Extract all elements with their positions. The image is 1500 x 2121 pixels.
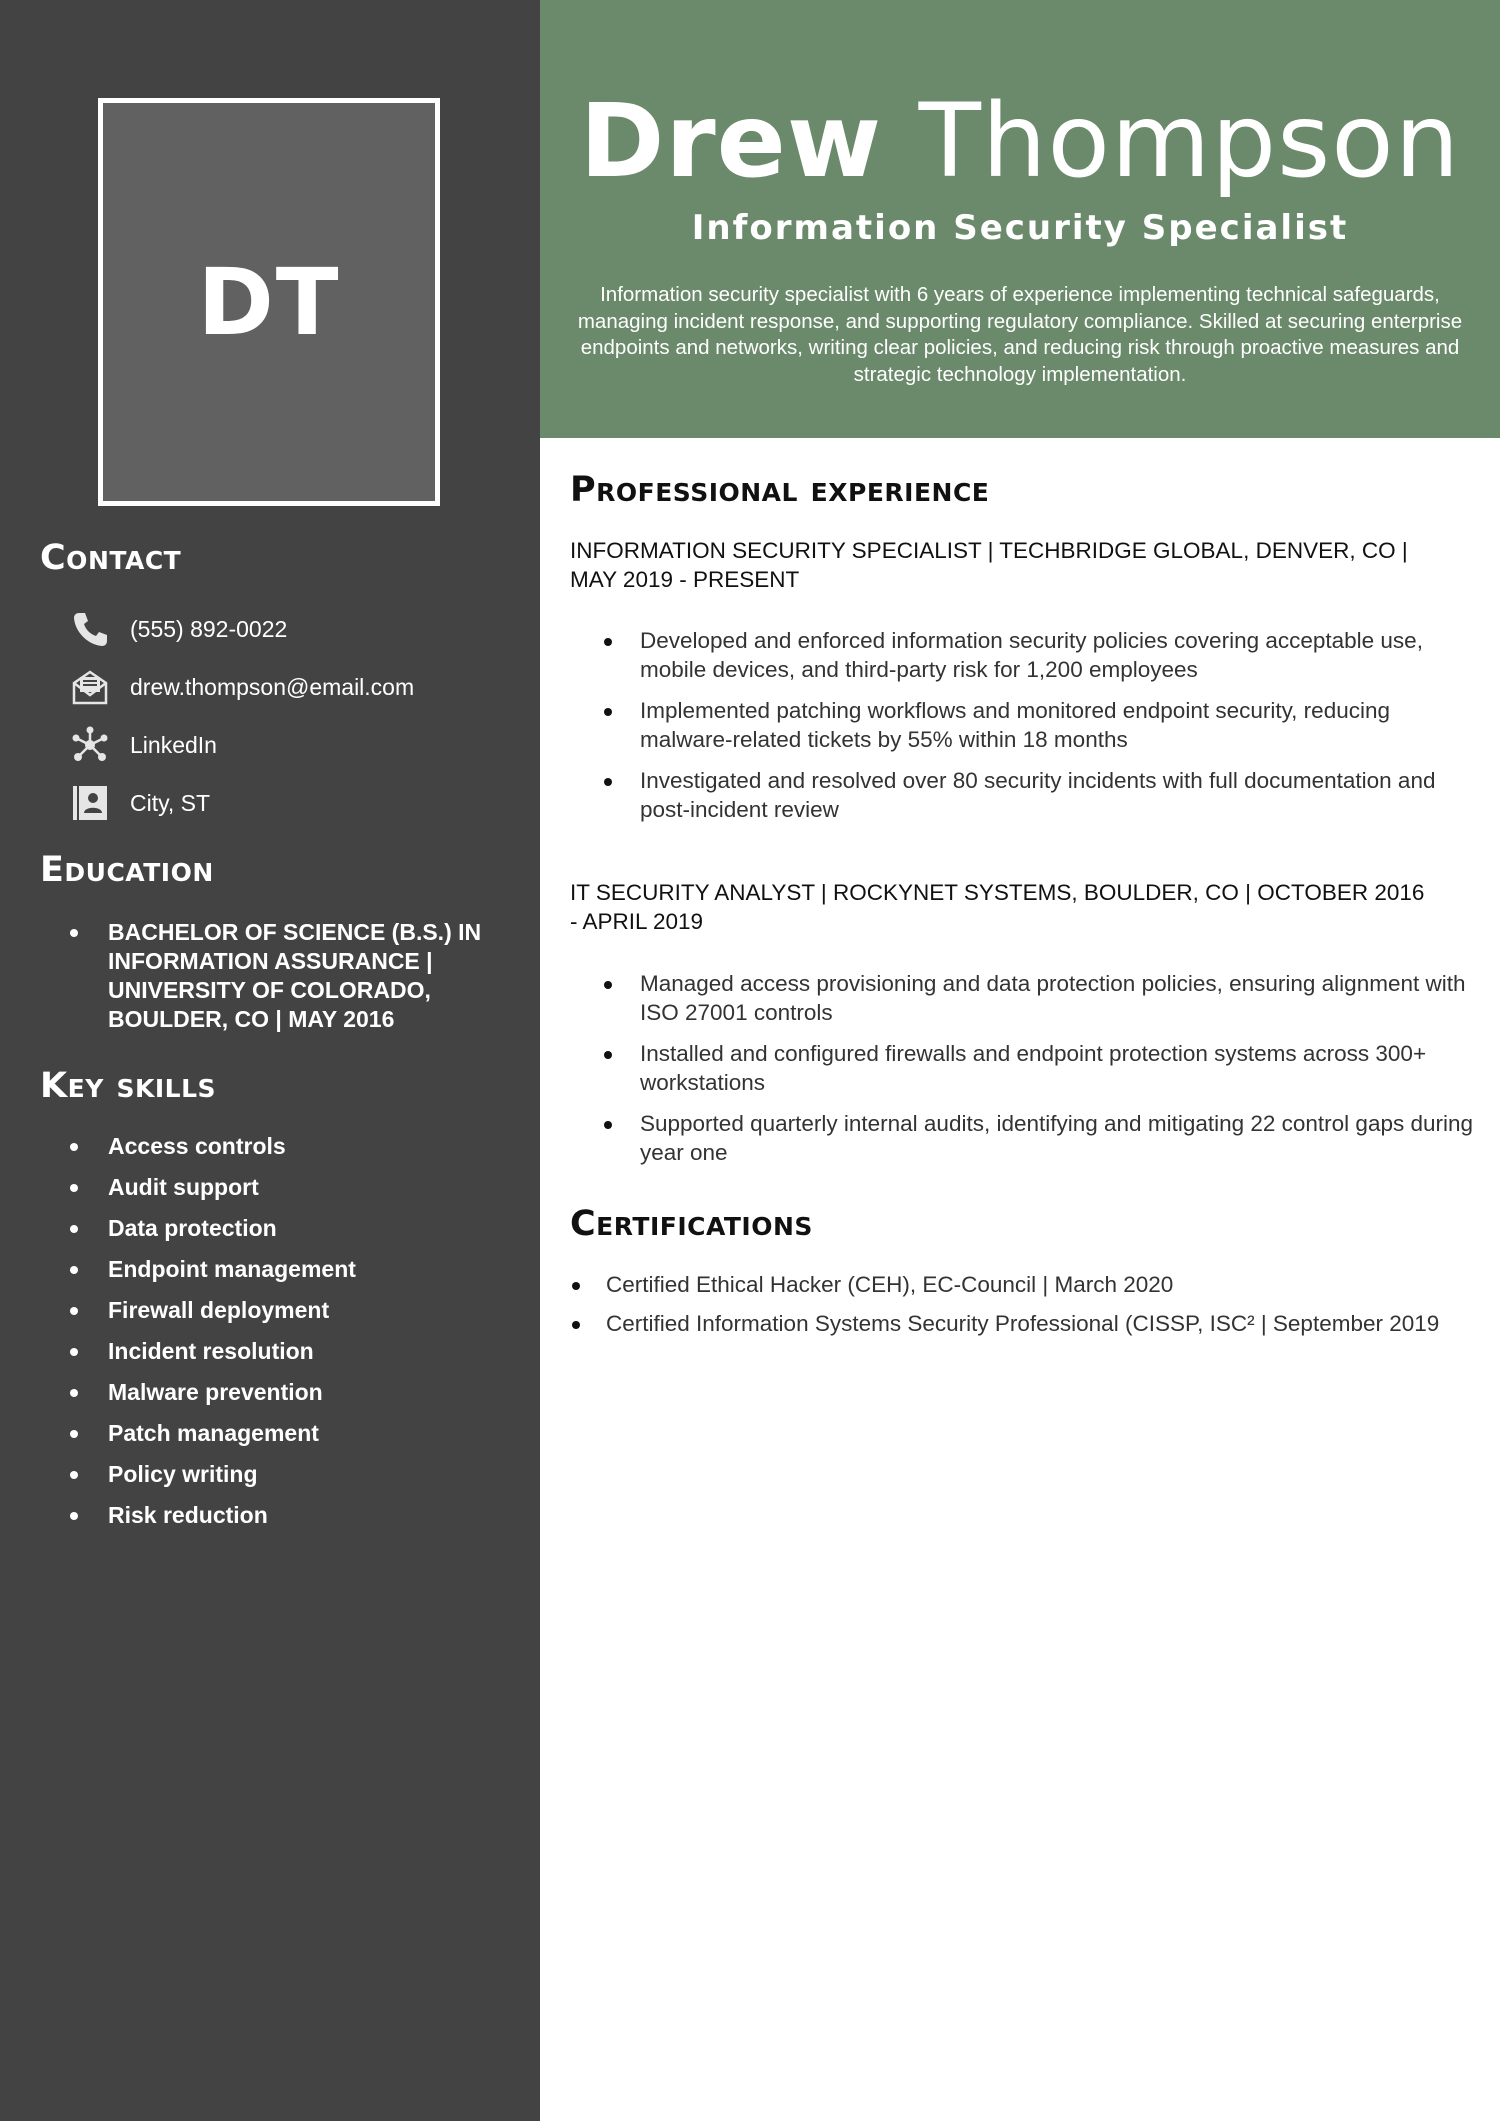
- address-card-icon: [68, 781, 112, 825]
- last-name: Thompson: [918, 82, 1461, 201]
- job-bullet: Investigated and resolved over 80 security incidents with full documentation and post-incident review: [640, 766, 1480, 824]
- certifications-list: [606, 1270, 1466, 1348]
- phone-icon: [68, 607, 112, 651]
- header-banner: [540, 0, 1500, 438]
- monogram-initials: DT: [197, 248, 341, 356]
- summary: Information security specialist with 6 years of experience implementing technical safeguards, managing incident response, and supporting regulatory compliance. Skilled at securing enterprise endpoints and networks, writing clear policies, and reducing risk through proactive measures and strategic technology implementation.: [577, 283, 1463, 386]
- skill-item: Endpoint management: [68, 1255, 508, 1284]
- skill-item: Data protection: [68, 1214, 508, 1243]
- education-list: [68, 918, 508, 1034]
- skill-item: Risk reduction: [68, 1501, 508, 1530]
- skill-item: Access controls: [68, 1132, 508, 1161]
- contact-location-text: City, ST: [130, 789, 211, 816]
- job-bullet: Managed access provisioning and data protection policies, ensuring alignment with ISO 27001 controls: [640, 969, 1480, 1027]
- contact-heading: Contact: [40, 538, 182, 578]
- skill-item: Patch management: [68, 1419, 508, 1448]
- sidebar: [0, 0, 540, 2121]
- certification-item: Certified Ethical Hacker (CEH), EC-Council | March 2020: [606, 1270, 1466, 1299]
- first-name: Drew: [579, 82, 883, 201]
- job-bullet: Supported quarterly internal audits, identifying and mitigating 22 control gaps during year one: [640, 1109, 1480, 1167]
- contact-linkedin-text: LinkedIn: [130, 731, 217, 758]
- contact-email-text: drew.thompson@email.com: [130, 673, 415, 700]
- contact-linkedin[interactable]: [68, 716, 528, 774]
- job-bullet: Implemented patching workflows and monitored endpoint security, reducing malware-related tickets by 55% within 18 months: [640, 696, 1480, 754]
- contact-email[interactable]: [68, 658, 528, 716]
- certifications-heading: Certifications: [570, 1204, 813, 1244]
- job-title-headline: Information Security Specialist: [691, 208, 1349, 248]
- skills-list: [68, 1132, 508, 1542]
- job-bullets: [640, 969, 1480, 1179]
- contact-phone[interactable]: [68, 600, 528, 658]
- contact-list: [68, 600, 528, 832]
- certification-item: Certified Information Systems Security Professional (CISSP, ISC² | September 2019: [606, 1309, 1466, 1338]
- skill-item: Firewall deployment: [68, 1296, 508, 1325]
- contact-location: [68, 774, 528, 832]
- monogram-box: [98, 98, 440, 506]
- job-bullets: [640, 626, 1480, 836]
- skill-item: Incident resolution: [68, 1337, 508, 1366]
- skill-item: Audit support: [68, 1173, 508, 1202]
- job-bullet: Developed and enforced information security policies covering acceptable use, mobile devices, and third-party risk for 1,200 employees: [640, 626, 1480, 684]
- skills-heading: Key skills: [40, 1066, 217, 1106]
- experience-heading: Professional experience: [570, 470, 990, 510]
- network-icon: [68, 723, 112, 767]
- job-title: IT SECURITY ANALYST | ROCKYNET SYSTEMS, BOULDER, CO | OCTOBER 2016 - APRIL 2019: [570, 880, 1425, 934]
- skill-item: Malware prevention: [68, 1378, 508, 1407]
- skill-item: Policy writing: [68, 1460, 508, 1489]
- job-title: INFORMATION SECURITY SPECIALIST | TECHBRIDGE GLOBAL, DENVER, CO | MAY 2019 - PRESENT: [570, 538, 1408, 592]
- email-icon: [68, 665, 112, 709]
- education-heading: Education: [40, 850, 214, 890]
- education-item: BACHELOR OF SCIENCE (B.S.) IN INFORMATION ASSURANCE | UNIVERSITY OF COLORADO, BOULDER, CO | MAY 2016: [68, 918, 508, 1034]
- candidate-name: [540, 82, 1500, 202]
- contact-phone-text: (555) 892-0022: [130, 615, 288, 642]
- job-bullet: Installed and configured firewalls and endpoint protection systems across 300+ workstations: [640, 1039, 1480, 1097]
